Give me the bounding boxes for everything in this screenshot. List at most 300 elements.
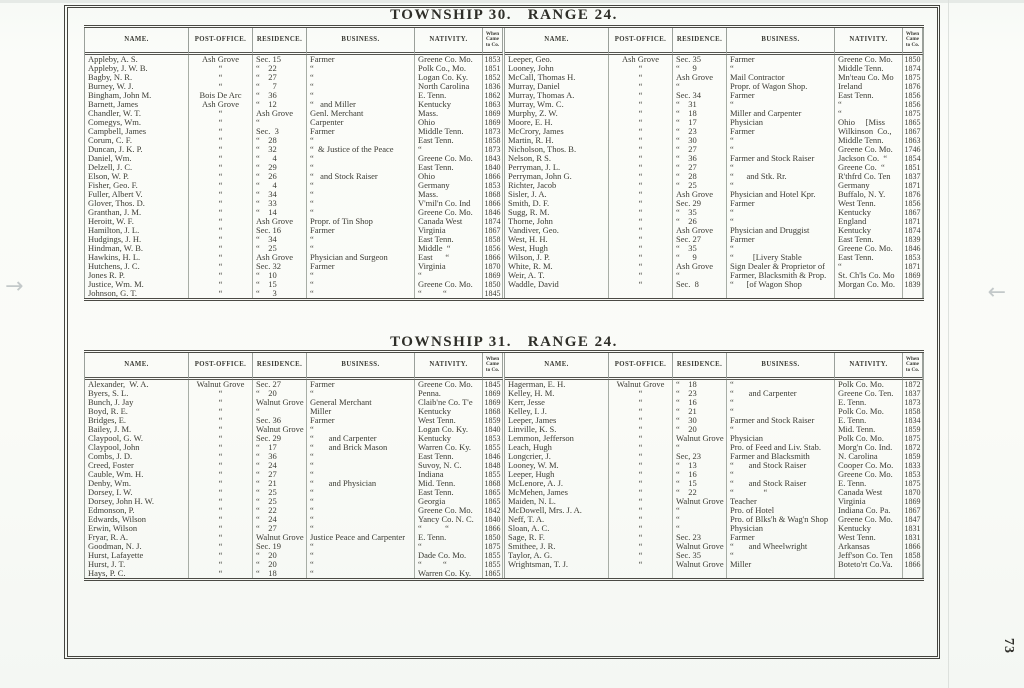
business-cell: “ and Carpenter — [307, 434, 415, 443]
nativity-cell: Virginia — [835, 497, 903, 506]
residence-cell: “ 4 — [253, 154, 307, 163]
name-cell: Sloan, A. C. — [505, 524, 609, 533]
nativity-cell: N. Carolina — [835, 452, 903, 461]
name-cell: Edwards, Wilson — [85, 515, 189, 524]
name-cell: Hurst, Lafayette — [85, 551, 189, 560]
business-cell: Farmer — [727, 55, 835, 64]
column-header: POST-OFFICE. — [609, 28, 673, 55]
nativity-cell: Kentucky — [415, 407, 483, 416]
postoffice-cell: “ — [189, 461, 253, 470]
residence-cell: “ 16 — [673, 398, 727, 407]
residence-cell — [673, 569, 727, 578]
residence-cell: “ 22 — [253, 64, 307, 73]
name-cell: Wrightsman, T. J. — [505, 560, 609, 569]
name-cell: Johnson, G. T. — [85, 289, 189, 298]
business-cell: “ — [727, 380, 835, 389]
name-cell: McLenore, A. J. — [505, 479, 609, 488]
year-cell: 1853 — [903, 470, 923, 479]
name-cell: Burney, W. J. — [85, 82, 189, 91]
business-cell: Miller — [307, 407, 415, 416]
residence-cell: Walnut Grove — [673, 542, 727, 551]
name-cell: Appleby, A. S. — [85, 55, 189, 64]
business-cell: “ — [727, 407, 835, 416]
name-cell: Leach, Hugh — [505, 443, 609, 452]
postoffice-cell: “ — [189, 64, 253, 73]
name-cell: Kelley, I. J. — [505, 407, 609, 416]
name-cell: Kelley, H. M. — [505, 389, 609, 398]
year-cell: 1853 — [903, 253, 923, 262]
business-cell: Physician — [727, 434, 835, 443]
nativity-cell: Polk Co., Mo. — [415, 64, 483, 73]
year-cell: 1839 — [903, 280, 923, 289]
residence-cell: Ash Grove — [673, 190, 727, 199]
residence-cell: “ 25 — [253, 497, 307, 506]
name-cell: Justice, Wm. M. — [85, 280, 189, 289]
residence-cell: Ash Grove — [673, 262, 727, 271]
name-cell: Campbell, James — [85, 127, 189, 136]
nativity-cell: Dade Co. Mo. — [415, 551, 483, 560]
year-cell: 1866 — [903, 542, 923, 551]
name-cell: Smithee, J. R. — [505, 542, 609, 551]
postoffice-cell: “ — [609, 434, 673, 443]
postoffice-cell: “ — [609, 73, 673, 82]
year-cell: 1848 — [483, 461, 503, 470]
residence-cell: “ 13 — [673, 461, 727, 470]
nativity-cell: Germany — [835, 181, 903, 190]
business-cell: “ — [307, 551, 415, 560]
name-cell: Barnett, James — [85, 100, 189, 109]
nativity-cell: E. Tenn. — [415, 91, 483, 100]
postoffice-cell: “ — [609, 506, 673, 515]
nativity-cell: England — [835, 217, 903, 226]
column-header: When Came to Co. — [903, 28, 923, 55]
year-cell: 1836 — [483, 82, 503, 91]
residence-cell: “ 17 — [253, 443, 307, 452]
business-cell: Physician and Druggist — [727, 226, 835, 235]
year-cell: 1866 — [483, 524, 503, 533]
nativity-cell: East Tenn. — [415, 163, 483, 172]
postoffice-cell: “ — [609, 488, 673, 497]
year-cell: 1875 — [483, 542, 503, 551]
year-cell: 1854 — [903, 154, 923, 163]
residence-cell: “ 15 — [673, 479, 727, 488]
nativity-cell: St. Ch'ls Co. Mo — [835, 271, 903, 280]
nativity-cell: Kentucky — [835, 208, 903, 217]
year-cell: 1866 — [903, 560, 923, 569]
postoffice-cell: “ — [609, 82, 673, 91]
nativity-cell: Greene Co. “ — [835, 163, 903, 172]
year-cell: 1858 — [483, 235, 503, 244]
year-cell: 1840 — [483, 425, 503, 434]
name-cell: Chandler, W. T. — [85, 109, 189, 118]
postoffice-cell: “ — [609, 154, 673, 163]
name-cell: Neff, T. A. — [505, 515, 609, 524]
residence-cell: “ 35 — [673, 244, 727, 253]
business-cell: Genl. Merchant — [307, 109, 415, 118]
name-cell: Leeper, Geo. — [505, 55, 609, 64]
year-cell: 1869 — [903, 271, 923, 280]
postoffice-cell: “ — [189, 226, 253, 235]
business-cell — [727, 289, 835, 298]
name-cell: McDowell, Mrs. J. A. — [505, 506, 609, 515]
postoffice-cell: “ — [609, 271, 673, 280]
business-cell: Farmer — [307, 127, 415, 136]
name-cell: Maiden, N. L. — [505, 497, 609, 506]
business-cell: Physician — [727, 118, 835, 127]
residence-cell: Ash Grove — [253, 253, 307, 262]
residence-cell: “ 36 — [673, 154, 727, 163]
year-cell: 1869 — [483, 118, 503, 127]
business-cell: “ — [727, 551, 835, 560]
name-cell: Dorsey, I. W. — [85, 488, 189, 497]
year-cell: 1862 — [483, 91, 503, 100]
postoffice-cell: “ — [609, 91, 673, 100]
residence-cell: “ 16 — [673, 470, 727, 479]
nativity-cell: E. Tenn. — [835, 398, 903, 407]
postoffice-cell: “ — [609, 244, 673, 253]
nativity-cell: V'mil'n Co. Ind — [415, 199, 483, 208]
year-cell: 1846 — [483, 452, 503, 461]
postoffice-cell: “ — [189, 244, 253, 253]
residence-cell: “ 15 — [253, 280, 307, 289]
postoffice-cell: “ — [189, 470, 253, 479]
residence-cell: “ 20 — [253, 560, 307, 569]
business-cell: Farmer — [307, 226, 415, 235]
nativity-cell: Virginia — [415, 226, 483, 235]
year-cell: 1855 — [483, 560, 503, 569]
business-cell: “ — [307, 82, 415, 91]
page-number: 73 — [1001, 638, 1016, 654]
business-cell: Farmer and Stock Raiser — [727, 154, 835, 163]
margin-arrow-left-pointing-icon: ← — [987, 280, 1006, 305]
residence-cell: “ — [253, 118, 307, 127]
postoffice-cell: “ — [189, 181, 253, 190]
business-cell: Physician and Surgeon — [307, 253, 415, 262]
name-cell: Delzell, J. C. — [85, 163, 189, 172]
residence-cell: Sec. 34 — [673, 91, 727, 100]
nativity-cell: Greene Co. Mo. — [415, 280, 483, 289]
name-cell: Granthan, J. M. — [85, 208, 189, 217]
scan-edge-top — [0, 0, 1024, 3]
year-cell: 1856 — [483, 244, 503, 253]
business-cell: Pro. of Feed and Liv. Stab. — [727, 443, 835, 452]
residence-cell: “ 28 — [253, 136, 307, 145]
residence-cell: “ 28 — [673, 172, 727, 181]
postoffice-cell: Ash Grove — [189, 100, 253, 109]
residence-cell: Sec. 35 — [673, 551, 727, 560]
residence-cell: “ 21 — [253, 479, 307, 488]
year-cell: 1870 — [483, 262, 503, 271]
name-cell: Corum, C. F. — [85, 136, 189, 145]
business-cell: “ — [727, 100, 835, 109]
nativity-cell: Morg'n Co. Ind. — [835, 443, 903, 452]
business-cell: “ — [727, 163, 835, 172]
name-cell: Fisher, Geo. F. — [85, 181, 189, 190]
postoffice-cell — [609, 289, 673, 298]
nativity-cell: Mid. Tenn. — [415, 479, 483, 488]
column-header: BUSINESS. — [727, 28, 835, 55]
residence-cell: Ash Grove — [253, 109, 307, 118]
residence-cell: Ash Grove — [673, 226, 727, 235]
name-cell: Murray, Thomas A. — [505, 91, 609, 100]
year-cell: 1863 — [903, 136, 923, 145]
business-cell: Farmer — [727, 235, 835, 244]
name-cell: Hagerman, E. H. — [505, 380, 609, 389]
residence-cell: “ 23 — [673, 389, 727, 398]
year-cell: 1845 — [483, 380, 503, 389]
name-cell: Jones R. P. — [85, 271, 189, 280]
business-cell: Miller — [727, 560, 835, 569]
name-cell: Smith, D. F. — [505, 199, 609, 208]
name-cell: Hamilton, J. L. — [85, 226, 189, 235]
residence-cell: Ash Grove — [673, 73, 727, 82]
residence-cell: “ 34 — [253, 235, 307, 244]
residence-cell: Walnut Grove — [253, 533, 307, 542]
business-cell: Propr. of Wagon Shop. — [727, 82, 835, 91]
postoffice-cell: “ — [189, 127, 253, 136]
postoffice-cell: “ — [189, 425, 253, 434]
year-cell: 1866 — [483, 172, 503, 181]
name-cell — [505, 289, 609, 298]
business-cell: “ — [307, 163, 415, 172]
nativity-cell: Ireland — [835, 82, 903, 91]
postoffice-cell: “ — [189, 289, 253, 298]
year-cell: 1871 — [903, 181, 923, 190]
name-cell: Sage, R. F. — [505, 533, 609, 542]
year-cell: 1867 — [483, 226, 503, 235]
nativity-cell: “ — [415, 145, 483, 154]
name-cell: McMehen, James — [505, 488, 609, 497]
business-cell: “ — [307, 461, 415, 470]
name-cell: Duncan, J. K. P. — [85, 145, 189, 154]
residence-cell: Walnut Grove — [673, 434, 727, 443]
name-cell: White, R. M. — [505, 262, 609, 271]
business-cell: “ and Brick Mason — [307, 443, 415, 452]
year-cell: 1853 — [483, 55, 503, 64]
column-header: RESIDENCE. — [253, 28, 307, 55]
postoffice-cell: “ — [609, 515, 673, 524]
residence-cell: “ 3 — [253, 289, 307, 298]
business-cell: Mail Contractor — [727, 73, 835, 82]
postoffice-cell: “ — [189, 416, 253, 425]
postoffice-cell: Bois De Arc — [189, 91, 253, 100]
nativity-cell: Canada West — [835, 488, 903, 497]
residence-cell: “ 9 — [673, 64, 727, 73]
name-cell: Edmonson, P. — [85, 506, 189, 515]
township-30-table-left-half — [84, 28, 503, 298]
residence-cell: “ 27 — [673, 145, 727, 154]
column-header: When Came to Co. — [483, 353, 503, 380]
name-cell — [505, 569, 609, 578]
year-cell: 1869 — [483, 271, 503, 280]
business-cell: “ and Physician — [307, 479, 415, 488]
year-cell: 1834 — [903, 416, 923, 425]
name-cell: Kerr, Jesse — [505, 398, 609, 407]
business-cell: “ and Carpenter — [727, 389, 835, 398]
nativity-cell: Wilkinson Co., — [835, 127, 903, 136]
residence-cell: “ — [673, 82, 727, 91]
postoffice-cell: “ — [609, 235, 673, 244]
name-cell: Daniel, Wm. — [85, 154, 189, 163]
nativity-cell: East Tenn. — [415, 235, 483, 244]
postoffice-cell: “ — [189, 515, 253, 524]
postoffice-cell: “ — [609, 533, 673, 542]
column-header: NAME. — [85, 353, 189, 380]
residence-cell: Walnut Grove — [253, 398, 307, 407]
residence-cell: Sec. 3 — [253, 127, 307, 136]
residence-cell: “ 27 — [253, 524, 307, 533]
nativity-cell: Greene Co. Ten. — [835, 389, 903, 398]
postoffice-cell: “ — [609, 470, 673, 479]
name-cell: Dorsey, John H. W. — [85, 497, 189, 506]
business-cell: “ — [307, 64, 415, 73]
year-cell: 1831 — [903, 524, 923, 533]
column-header: POST-OFFICE. — [189, 28, 253, 55]
residence-cell: “ 20 — [253, 389, 307, 398]
year-cell: 1873 — [903, 398, 923, 407]
year-cell: 1872 — [903, 443, 923, 452]
year-cell: 1843 — [483, 154, 503, 163]
postoffice-cell: “ — [189, 199, 253, 208]
nativity-cell: Boteto'rt Co.Va. — [835, 560, 903, 569]
postoffice-cell: “ — [189, 569, 253, 578]
residence-cell: “ 30 — [673, 136, 727, 145]
postoffice-cell: “ — [609, 524, 673, 533]
year-cell: 1867 — [903, 127, 923, 136]
residence-cell: “ 31 — [673, 100, 727, 109]
name-cell: Nelson, R S. — [505, 154, 609, 163]
residence-cell: “ 27 — [253, 470, 307, 479]
nativity-cell: Penna. — [415, 389, 483, 398]
business-cell: “ — [307, 425, 415, 434]
year-cell: 1846 — [483, 208, 503, 217]
postoffice-cell: “ — [609, 398, 673, 407]
business-cell: Farmer and Stock Raiser — [727, 416, 835, 425]
nativity-cell: East Tenn. — [835, 253, 903, 262]
business-cell: “ — [307, 235, 415, 244]
name-cell: Fryar, R. A. — [85, 533, 189, 542]
name-cell: Creed, Foster — [85, 461, 189, 470]
nativity-cell: Greene Co. Mo. — [835, 515, 903, 524]
residence-cell: Sec. 27 — [253, 380, 307, 389]
residence-cell: “ — [673, 271, 727, 280]
business-cell: “ — [307, 136, 415, 145]
postoffice-cell: “ — [609, 253, 673, 262]
year-cell: 1866 — [483, 199, 503, 208]
business-cell: “ — [727, 181, 835, 190]
residence-cell: “ 23 — [673, 127, 727, 136]
residence-cell: Sec. 8 — [673, 280, 727, 289]
residence-cell: “ 36 — [253, 91, 307, 100]
nativity-cell: R'thfrd Co. Ten — [835, 172, 903, 181]
name-cell: Lemmon, Jefferson — [505, 434, 609, 443]
business-cell: “ — [727, 244, 835, 253]
nativity-cell: Warren Co. Ky. — [415, 569, 483, 578]
postoffice-cell: Walnut Grove — [609, 380, 673, 389]
business-cell: Sign Dealer & Proprietor of — [727, 262, 835, 271]
business-cell: “ [Livery Stable — [727, 253, 835, 262]
postoffice-cell: “ — [189, 271, 253, 280]
nativity-cell: Middle Tenn. — [835, 64, 903, 73]
column-header: RESIDENCE. — [673, 28, 727, 55]
year-cell — [903, 289, 923, 298]
business-cell: “ — [307, 506, 415, 515]
township-31-title: TOWNSHIP 31. RANGE 24. — [390, 334, 618, 350]
business-cell: “ — [727, 425, 835, 434]
year-cell: 1833 — [903, 461, 923, 470]
nativity-cell: East Tenn. — [835, 91, 903, 100]
postoffice-cell: “ — [189, 389, 253, 398]
year-cell: 1869 — [903, 497, 923, 506]
business-cell: “ — [307, 488, 415, 497]
name-cell: Sugg, R. M. — [505, 208, 609, 217]
postoffice-cell: “ — [189, 109, 253, 118]
postoffice-cell: “ — [609, 172, 673, 181]
nativity-cell — [835, 289, 903, 298]
name-cell: Leeper, James — [505, 416, 609, 425]
nativity-cell: West Tenn. — [415, 416, 483, 425]
name-cell: McCrory, James — [505, 127, 609, 136]
postoffice-cell: “ — [189, 217, 253, 226]
postoffice-cell: “ — [189, 524, 253, 533]
residence-cell: “ 33 — [253, 199, 307, 208]
nativity-cell: “ “ — [415, 289, 483, 298]
postoffice-cell: “ — [189, 163, 253, 172]
nativity-cell: Mn'teau Co. Mo — [835, 73, 903, 82]
business-cell: Farmer — [727, 533, 835, 542]
year-cell: 1876 — [903, 190, 923, 199]
name-cell: Boyd, R. E. — [85, 407, 189, 416]
name-cell: Sisler, J. A. — [505, 190, 609, 199]
year-cell: 1871 — [903, 217, 923, 226]
nativity-cell: Greene Co. Mo. — [835, 470, 903, 479]
year-cell: 1842 — [483, 506, 503, 515]
residence-cell: “ 21 — [673, 407, 727, 416]
year-cell: 1858 — [903, 407, 923, 416]
nativity-cell: East Tenn. — [415, 488, 483, 497]
residence-cell: “ 27 — [253, 73, 307, 82]
column-header: When Came to Co. — [903, 353, 923, 380]
nativity-cell: Suvoy, N. C. — [415, 461, 483, 470]
name-cell: Hutchens, J. C. — [85, 262, 189, 271]
residence-cell: “ 36 — [253, 452, 307, 461]
year-cell: 1850 — [483, 533, 503, 542]
postoffice-cell: “ — [189, 542, 253, 551]
name-cell: West, H. H. — [505, 235, 609, 244]
name-cell: Nicholson, Thos. B. — [505, 145, 609, 154]
nativity-cell: Ohio — [415, 118, 483, 127]
business-cell: “ and Stock Raiser — [727, 461, 835, 470]
year-cell: 1831 — [903, 533, 923, 542]
postoffice-cell: “ — [189, 82, 253, 91]
nativity-cell: West Tenn. — [835, 533, 903, 542]
postoffice-cell: “ — [609, 64, 673, 73]
nativity-cell: Canada West — [415, 217, 483, 226]
postoffice-cell: “ — [609, 208, 673, 217]
year-cell: 1868 — [483, 407, 503, 416]
postoffice-cell: “ — [609, 109, 673, 118]
residence-cell: “ 32 — [253, 145, 307, 154]
residence-cell: “ — [673, 506, 727, 515]
scan-edge-right — [948, 0, 949, 688]
postoffice-cell: “ — [609, 199, 673, 208]
business-cell: “ — [307, 515, 415, 524]
business-cell: “ — [307, 524, 415, 533]
year-cell: 1853 — [483, 434, 503, 443]
name-cell: Heroitt, W. F. — [85, 217, 189, 226]
name-cell: Claypool, John — [85, 443, 189, 452]
business-cell: “ — [307, 452, 415, 461]
